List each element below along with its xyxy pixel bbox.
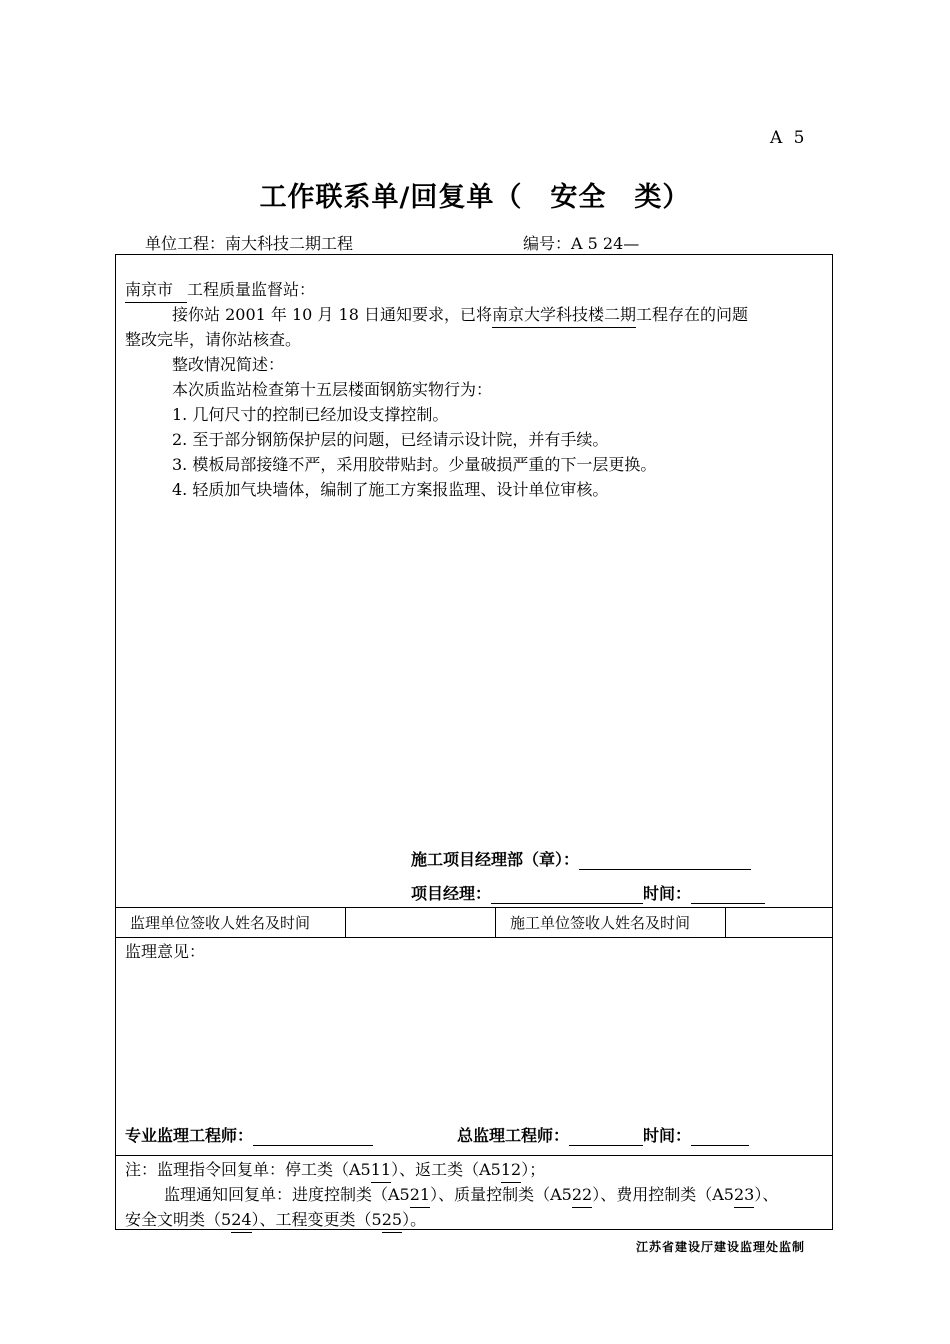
contractor-receipt-label: 施工单位签收人姓名及时间 <box>510 914 691 932</box>
project-manager-signature <box>411 881 765 904</box>
contractor-dept-signature <box>411 847 751 870</box>
supervisor-receipt-field[interactable] <box>346 908 494 936</box>
notes-line-1 <box>125 1157 545 1183</box>
divider-notes-top <box>116 1155 832 1156</box>
notes-line-3 <box>125 1207 426 1233</box>
notes-2-code-c: 23 <box>734 1182 754 1208</box>
chief-engineer-signature <box>457 1123 749 1146</box>
notes-2-code-b: 22 <box>572 1182 592 1208</box>
manager-time-label: 时间： <box>643 884 692 903</box>
contractor-receipt-field[interactable] <box>726 908 832 936</box>
unit-project-field <box>145 231 495 255</box>
summary-label: 整改情况简述： <box>172 355 285 374</box>
letter-line-1-b: 工程存在的问题 <box>635 305 748 324</box>
project-manager-blank[interactable] <box>491 885 643 904</box>
notes-1-code-a: 11 <box>371 1157 391 1183</box>
divider-receipt-bottom <box>116 937 832 938</box>
notes-1-code-b: 12 <box>501 1157 521 1183</box>
notes-1-end: ）； <box>521 1160 546 1179</box>
recipient-city: 南京市 <box>125 277 187 303</box>
supervisor-receipt-label: 监理单位签收人姓名及时间 <box>130 914 311 932</box>
summary-item-1: 1. 几何尺寸的控制已经加设支撑控制。 <box>172 405 449 424</box>
notes-2-mid-a: ）、质量控制类（A5 <box>430 1185 572 1204</box>
engineer-blank[interactable] <box>253 1127 373 1146</box>
manager-time-blank[interactable] <box>691 885 765 904</box>
notes-3-mid: ）、工程变更类（5 <box>251 1210 382 1229</box>
recipient-org: 工程质量监督站： <box>187 280 316 299</box>
project-name: 南京大学科技楼二期 <box>492 302 636 328</box>
summary-item-2: 2. 至于部分钢筋保护层的问题，已经请示设计院，并有手续。 <box>172 430 609 449</box>
opinion-time-blank[interactable] <box>691 1127 749 1146</box>
letter-line-2: 整改完毕，请你站核查。 <box>125 330 302 349</box>
notes-3-code-a: 24 <box>231 1207 251 1233</box>
form-number-value: A 5 24— <box>571 234 640 253</box>
letter-line-1-a: 接你站 2001 年 10 月 18 日通知要求，已将 <box>172 305 492 324</box>
engineer-label: 专业监理工程师： <box>125 1126 254 1145</box>
notes-3-code-b: 25 <box>382 1207 402 1233</box>
notes-1-mid: ）、返工类（A5 <box>391 1160 501 1179</box>
form-number-field <box>523 231 717 255</box>
form-number-label: 编号： <box>523 234 572 253</box>
unit-project-label: 单位工程： <box>145 234 226 253</box>
footer-issuer: 江苏省建设厅建设监理处监制 <box>635 1240 805 1254</box>
divider-col-2 <box>495 907 496 937</box>
chief-engineer-label: 总监理工程师： <box>457 1126 570 1145</box>
unit-project-value: 南大科技二期工程 <box>225 234 354 253</box>
summary-item-4: 4. 轻质加气块墙体，编制了施工方案报监理、设计单位审核。 <box>172 480 609 499</box>
notes-3-prefix: 安全文明类（5 <box>125 1210 232 1229</box>
form-code: A 5 <box>770 128 808 148</box>
contractor-dept-blank[interactable] <box>579 851 751 870</box>
letter-line-1 <box>172 302 748 328</box>
summary-intro: 本次质监站检查第十五层楼面钢筋实物行为： <box>172 380 493 399</box>
notes-2-mid-b: ）、费用控制类（A5 <box>592 1185 734 1204</box>
form-frame <box>115 254 833 1230</box>
recipient-line <box>125 277 315 303</box>
chief-engineer-blank[interactable] <box>569 1127 643 1146</box>
opinion-time-label: 时间： <box>643 1126 692 1145</box>
notes-2-code-a: 21 <box>410 1182 430 1208</box>
notes-1-prefix: 注：监理指令回复单：停工类（A5 <box>125 1160 371 1179</box>
notes-2-end: ）、 <box>754 1185 779 1204</box>
opinion-text-area[interactable] <box>125 967 825 1117</box>
summary-item-3: 3. 模板局部接缝不严，采用胶带贴封。少量破损严重的下一层更换。 <box>172 455 657 474</box>
engineer-signature <box>125 1123 373 1146</box>
notes-line-2 <box>164 1182 778 1208</box>
opinion-label: 监理意见： <box>125 942 206 961</box>
project-manager-label: 项目经理： <box>411 884 492 903</box>
notes-2-prefix: 监理通知回复单：进度控制类（A5 <box>164 1185 410 1204</box>
notes-3-end: ）。 <box>402 1210 427 1229</box>
contractor-dept-label: 施工项目经理部（章）： <box>411 850 580 869</box>
page-title: 工作联系单/回复单（ 安全 类） <box>259 182 691 213</box>
